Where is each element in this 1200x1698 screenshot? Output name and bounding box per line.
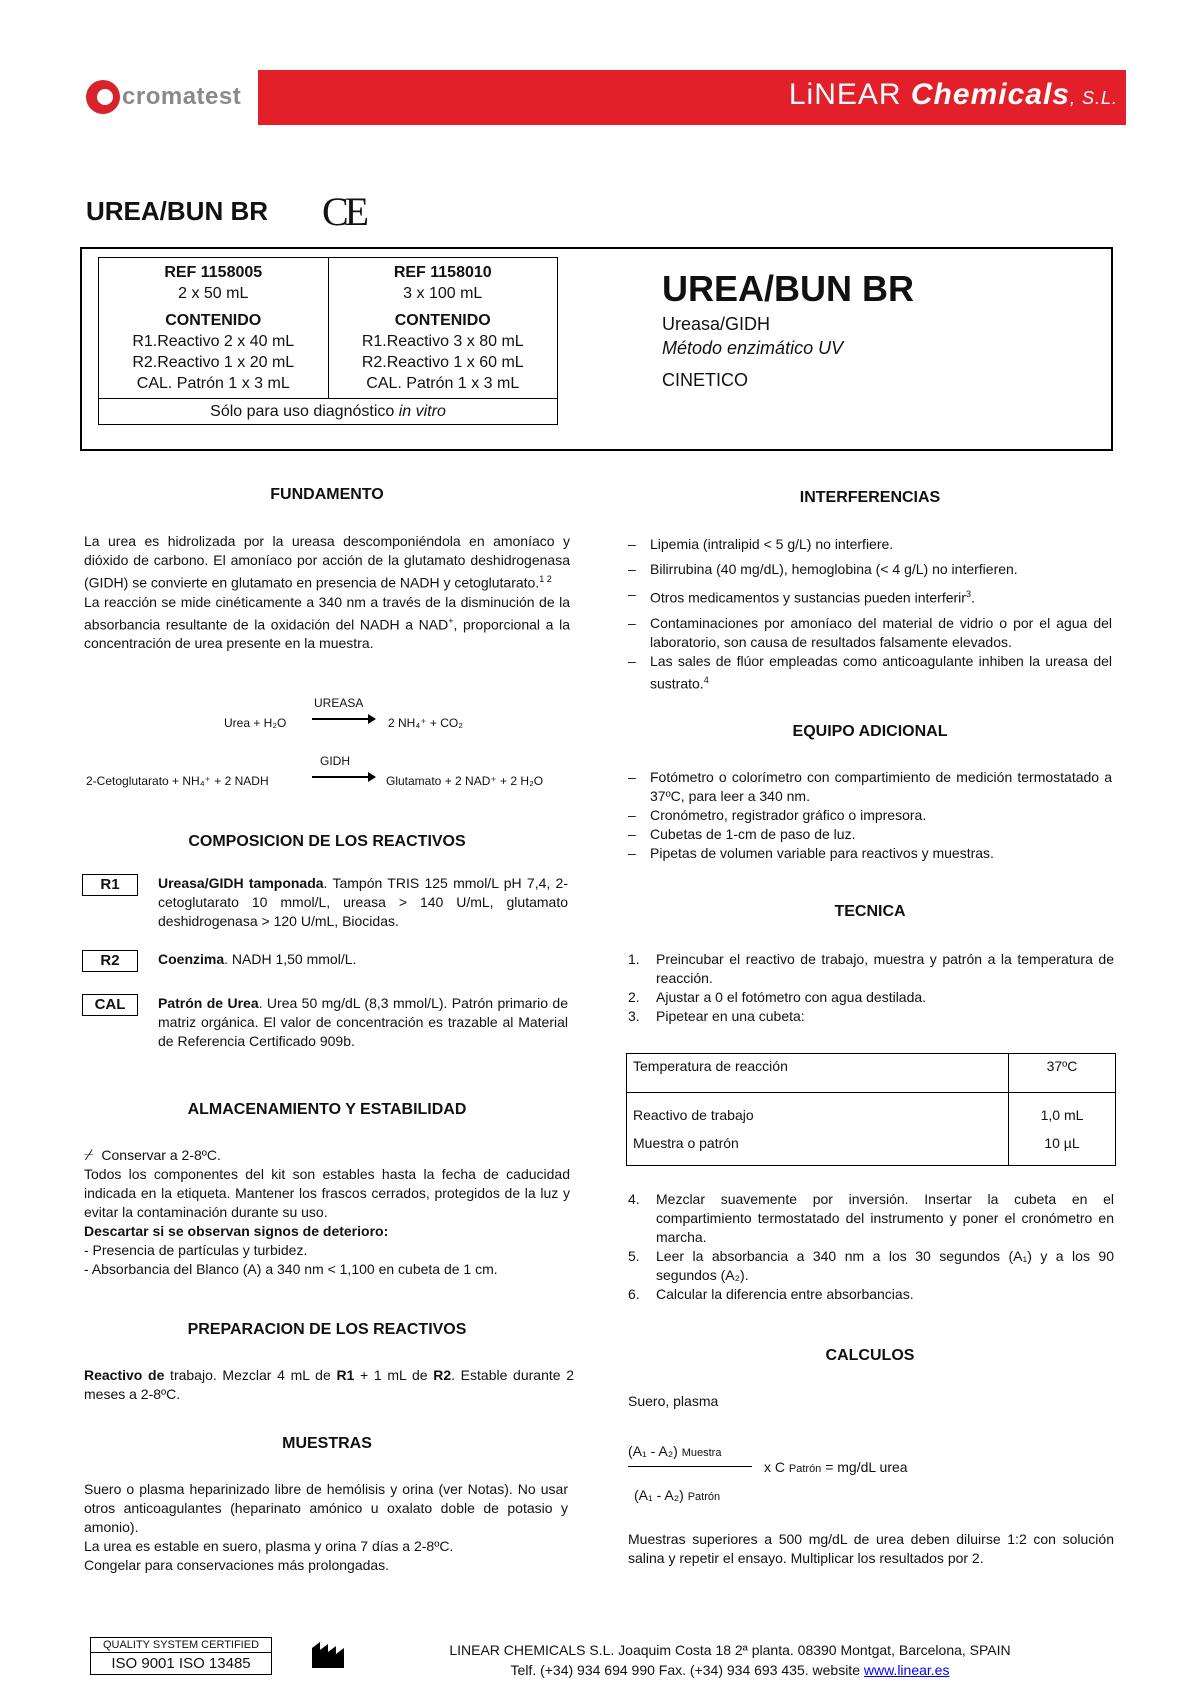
footer-line1: LINEAR CHEMICALS S.L. Joaquim Costa 18 2ª planta. 08390 Montgat, Barcelona, SPAIN	[449, 1642, 1011, 1658]
equipo-text: Cubetas de 1-cm de paso de luz.	[650, 826, 856, 842]
equipo-text: Pipetas de volumen variable para reactivos y muestras.	[650, 845, 994, 861]
tecnica-step-text: Leer la absorbancia a 340 nm a los 30 segundos (A₁) y a los 90 segundos (A₂).	[656, 1248, 1114, 1283]
calculos-sample-type: Suero, plasma	[628, 1393, 719, 1409]
linear-logo-script: Chemicals	[910, 78, 1070, 111]
ref2-code: REF 1158010	[393, 264, 492, 281]
interferencia-text: Bilirrubina (40 mg/dL), hemoglobina (< 4 g/L) no interfieren.	[650, 561, 1018, 577]
eq1-right: 2 NH₄⁺ + CO₂	[388, 716, 463, 730]
fundamento-p2: La reacción se mide cinéticamente a 340 nm a través de la disminución de la absorbancia resultante de la oxidación del NADH a NAD	[84, 593, 570, 633]
interferencia-item: – Las sales de flúor empleadas como anticoagulante inhiben la ureasa del sustrato.$^4$	[628, 652, 1112, 692]
muestra-label: Muestra o patrón	[633, 1135, 739, 1151]
tecnica-step-text: Preincubar el reactivo de trabajo, muestra y patrón a la temperatura de reacción.	[656, 951, 1114, 986]
interferencia-item: – Lipemia (intralipid < 5 g/L) no interfiere.	[628, 536, 894, 552]
fundamento-heading: FUNDAMENTO	[270, 486, 384, 503]
interferencia-text: Contaminaciones por amoníaco del material de vidrio o por el agua del laboratorio, son causa de resultados falsamente elevados.	[650, 614, 1112, 650]
interferencia-ref: 4	[703, 674, 709, 685]
volumes-labels	[627, 1093, 1009, 1166]
equipo-text: Cronómetro, registrador gráfico o impresora.	[650, 807, 927, 823]
cal-label: CAL	[82, 994, 138, 1016]
tecnica-step-text: Mezclar suavemente por inversión. Insertar la cubeta en el compartimiento termostatado del instrumento y poner el cronómetro en marcha.	[656, 1191, 1114, 1245]
muestra-value: 10 µL	[1044, 1135, 1080, 1151]
linear-logo-suffix: , S.L.	[1069, 88, 1118, 108]
muestras-p3: Congelar para conservaciones más prolongadas.	[84, 1557, 390, 1573]
diagnostic-use-text: Sólo para uso diagnóstico	[210, 403, 399, 420]
fundamento-p1: La urea es hidrolizada por la ureasa descomponiéndola en amoníaco y dióxido de carbono. El amoníaco por acción de la glutamato deshidrogenasa (GIDH) se convierte en glutamato en presencia de NADH y cetoglutarato.	[84, 533, 570, 591]
equipo-heading: EQUIPO ADICIONAL	[792, 723, 948, 740]
product-big-title: UREA/BUN BR	[662, 268, 914, 309]
r2-text: . NADH 1,50 mmol/L.	[224, 951, 357, 967]
r2-name: Coenzima	[158, 951, 225, 967]
almacenamiento-text	[84, 1146, 570, 1279]
composicion-heading: COMPOSICION DE LOS REACTIVOS	[188, 833, 466, 850]
conservar-line	[84, 1146, 570, 1165]
website-link[interactable]: www.linear.es	[863, 1662, 950, 1678]
tecnica-step: 3. Pipetear en una cubeta:	[628, 1008, 805, 1024]
equipo-item: – Cronómetro, registrador gráfico o impresora.	[628, 807, 927, 823]
ref1-code: REF 1158005	[164, 264, 263, 281]
eq2-left: 2-Cetoglutarato + NH₄⁺ + 2 NADH	[86, 774, 269, 788]
prep-t1: trabajo. Mezclar 4 mL de	[164, 1367, 337, 1383]
manufacturer-icon	[310, 1640, 346, 1670]
ref1-contenido: CONTENIDO	[165, 312, 262, 329]
ref-1158010-cell	[328, 258, 558, 399]
cal-description	[158, 994, 568, 1051]
descartar-2: - Absorbancia del Blanco (A) a 340 nm < 1,100 en cubeta de 1 cm.	[84, 1261, 498, 1277]
prep-t2: + 1 mL de	[354, 1367, 434, 1383]
fundamento-p1-ref: 1 2	[539, 574, 552, 584]
formula-denominator	[634, 1486, 720, 1507]
ref2-size: 3 x 100 mL	[403, 285, 483, 302]
formula-result: = mg/dL urea	[825, 1459, 908, 1475]
fundamento-text	[84, 532, 570, 653]
tecnica-step: 6. Calcular la diferencia entre absorbancias.	[628, 1286, 914, 1302]
eq1-arrow-icon	[312, 712, 376, 726]
in-vitro-text: in vitro	[398, 403, 446, 420]
times-c: x C	[764, 1459, 785, 1475]
temperature-icon: ⌿	[84, 1147, 94, 1164]
formula-numerator	[628, 1442, 721, 1463]
table-row	[627, 1093, 1116, 1166]
eq1-left: Urea + H₂O	[224, 716, 287, 730]
quality-system-badge	[90, 1637, 272, 1675]
ref2-contenido: CONTENIDO	[394, 312, 491, 329]
muestras-p1: Suero o plasma heparinizado libre de hemólisis y orina (ver Notas). No usar otros anticoagulantes (heparinato amónico u oxalato doble de potasio y amonio).	[84, 1481, 568, 1535]
muestras-p2: La urea es estable en suero, plasma y orina 7 días a 2-8ºC.	[84, 1538, 454, 1554]
tecnica-step: 5. Leer la absorbancia a 340 nm a los 30 segundos (A₁) y a los 90 segundos (A₂).	[628, 1248, 1114, 1283]
numerator-text: (A₁ - A₂)	[628, 1443, 678, 1459]
tecnica-step: 4. Mezclar suavemente por inversión. Insertar la cubeta en el compartimiento termostatado del instrumento y poner el cronómetro en marcha.	[628, 1191, 1114, 1245]
linear-chemicals-logo	[789, 78, 1118, 112]
footer-line2	[370, 1660, 1090, 1680]
equipo-text: Fotómetro o colorímetro con compartimiento de medición termostatado a 37ºC, para leer a 340 nm.	[650, 769, 1112, 804]
eq2-enzyme: GIDH	[320, 754, 350, 768]
document-title: UREA/BUN BR	[86, 196, 268, 226]
cromatest-logo	[86, 80, 241, 114]
temp-value: 37ºC	[1009, 1054, 1116, 1093]
preparacion-heading: PREPARACION DE LOS REACTIVOS	[187, 1321, 467, 1338]
cromatest-text: cromatest	[122, 83, 242, 110]
prep-r2: R2	[433, 1367, 452, 1383]
equipo-list	[628, 768, 1112, 863]
footer-contact: Telf. (+34) 934 694 990 Fax. (+34) 934 693 435. website	[510, 1662, 864, 1678]
c-sub: Patrón	[788, 1463, 822, 1475]
cromatest-c-icon	[86, 80, 120, 114]
calculos-heading: CALCULOS	[825, 1347, 915, 1364]
eq2-arrow-icon	[312, 770, 376, 784]
muestras-heading: MUESTRAS	[282, 1435, 372, 1452]
interferencia-text: Otros medicamentos y sustancias pueden interferir	[650, 589, 966, 606]
calculos-note: Muestras superiores a 500 mg/dL de urea deben diluirse 1:2 con solución salina y repetir el ensayo. Multiplicar los resultados por 2.	[628, 1531, 1114, 1566]
eq2-right: Glutamato + 2 NAD⁺ + 2 H₂O	[386, 774, 544, 788]
interferencia-item: – Otros medicamentos y sustancias pueden interferir$^3$.	[628, 586, 975, 606]
interferencia-text: Las sales de flúor empleadas como anticoagulante inhiben la ureasa del sustrato.	[650, 652, 1112, 692]
table-row	[627, 1054, 1116, 1093]
eq1-enzyme: UREASA	[314, 696, 364, 710]
diagnostic-use-cell	[99, 399, 558, 425]
ref2-cal: CAL. Patrón 1 x 3 mL	[366, 375, 520, 392]
prep-r1: R1	[336, 1367, 355, 1383]
preparacion-text	[84, 1366, 574, 1404]
ref2-r1: R1.Reactivo 3 x 80 mL	[361, 333, 524, 350]
cal-name: Patrón de Urea	[158, 995, 259, 1011]
equipo-item: – Pipetas de volumen variable para reactivos y muestras.	[628, 845, 994, 861]
tecnica-step-text: Pipetear en una cubeta:	[656, 1008, 805, 1024]
tecnica-step-text: Ajustar a 0 el fotómetro con agua destilada.	[656, 989, 927, 1005]
product-subtitle-method: Ureasa/GIDH	[662, 314, 771, 334]
fraction-bar	[628, 1466, 752, 1467]
r1-label: R1	[82, 874, 138, 896]
fundamento-p2-sup: +	[448, 615, 454, 626]
formula-rhs	[764, 1458, 908, 1479]
volumes-values	[1009, 1093, 1116, 1166]
conservar-text: Conservar a 2-8ºC.	[101, 1147, 221, 1163]
tecnica-steps-2	[628, 1190, 1114, 1304]
interferencia-text: Lipemia (intralipid < 5 g/L) no interfiere.	[650, 536, 894, 552]
tecnica-step: 1. Preincubar el reactivo de trabajo, muestra y patrón a la temperatura de reacción.	[628, 951, 1114, 986]
r2-label: R2	[82, 950, 138, 972]
ce-mark-icon: CE	[322, 189, 366, 234]
ref2-r2: R2.Reactivo 1 x 60 mL	[361, 354, 524, 371]
product-subtitle-type: Método enzimático UV	[662, 338, 844, 358]
descartar-heading: Descartar si se observan signos de deterioro:	[84, 1223, 389, 1239]
linear-logo-main: LiNEAR	[788, 78, 902, 111]
ref1-size: 2 x 50 mL	[178, 285, 249, 302]
tecnica-table	[626, 1053, 1116, 1166]
reactivo-value: 1,0 mL	[1040, 1107, 1084, 1123]
product-ref-table	[98, 257, 558, 425]
qs-top: QUALITY SYSTEM CERTIFIED	[91, 1638, 271, 1653]
tecnica-heading: TECNICA	[834, 903, 906, 920]
temp-label: Temperatura de reacción	[627, 1054, 1009, 1093]
interferencia-item: – Contaminaciones por amoníaco del material de vidrio o por el agua del laboratorio, son causa de resultados falsamente elevados.	[628, 614, 1112, 650]
numerator-sub: Muestra	[681, 1447, 722, 1459]
qs-bottom: ISO 9001 ISO 13485	[111, 1655, 251, 1672]
r1-description	[158, 874, 568, 931]
almacenamiento-p1: Todos los componentes del kit son estables hasta la fecha de caducidad indicada en la etiqueta. Mantener los frascos cerrados, protegidos de la luz y evitar la contaminación durante su uso.	[84, 1166, 570, 1220]
ref1-r2: R2.Reactivo 1 x 20 mL	[132, 354, 295, 371]
equipo-item: – Fotómetro o colorímetro con compartimiento de medición termostatado a 37ºC, para leer a 340 nm.	[628, 769, 1112, 804]
cal-text: . Urea 50 mg/dL (8,3 mmol/L). Patrón primario de matriz orgánica. El valor de concentración es trazable al Material de Referencia Certificado 909b.	[158, 995, 568, 1049]
tecnica-steps	[628, 950, 1114, 1026]
muestras-text	[84, 1480, 568, 1575]
r2-description	[158, 950, 568, 969]
almacenamiento-heading: ALMACENAMIENTO Y ESTABILIDAD	[187, 1101, 467, 1118]
product-subtitle-kinetic: CINETICO	[662, 370, 749, 390]
interferencia-item: – Bilirrubina (40 mg/dL), hemoglobina (< 4 g/L) no interfieren.	[628, 561, 1018, 577]
ref1-cal: CAL. Patrón 1 x 3 mL	[136, 375, 290, 392]
denominator-text: (A₁ - A₂)	[634, 1487, 684, 1503]
interferencias-list	[628, 535, 1112, 693]
ref-1158005-cell	[99, 258, 329, 399]
tecnica-step-text: Calcular la diferencia entre absorbancias.	[656, 1286, 914, 1302]
interferencias-heading: INTERFERENCIAS	[799, 489, 941, 506]
fundamento-p2-rest: , proporcional a la concentración de urea presente en la muestra.	[84, 616, 570, 652]
tecnica-step: 2. Ajustar a 0 el fotómetro con agua destilada.	[628, 989, 927, 1005]
footer-address	[370, 1640, 1090, 1680]
reactivo-label: Reactivo de trabajo	[633, 1107, 754, 1123]
ref1-r1: R1.Reactivo 2 x 40 mL	[132, 333, 295, 350]
denominator-sub: Patrón	[687, 1491, 721, 1503]
prep-bold1: Reactivo de	[84, 1367, 165, 1383]
prep-t3: . Estable durante 2 meses a 2-8ºC.	[84, 1367, 574, 1402]
descartar-1: - Presencia de partículas y turbidez.	[84, 1242, 308, 1258]
r1-text: . Tampón TRIS 125 mmol/L pH 7,4, 2-cetoglutarato 10 mmol/L, ureasa > 140 U/mL, glutamato deshidrogenasa > 120 U/mL, Biocidas.	[158, 875, 568, 929]
r1-name: Ureasa/GIDH tamponada	[158, 875, 324, 891]
interferencia-ref: 3	[965, 589, 971, 599]
equipo-item: – Cubetas de 1-cm de paso de luz.	[628, 826, 856, 842]
